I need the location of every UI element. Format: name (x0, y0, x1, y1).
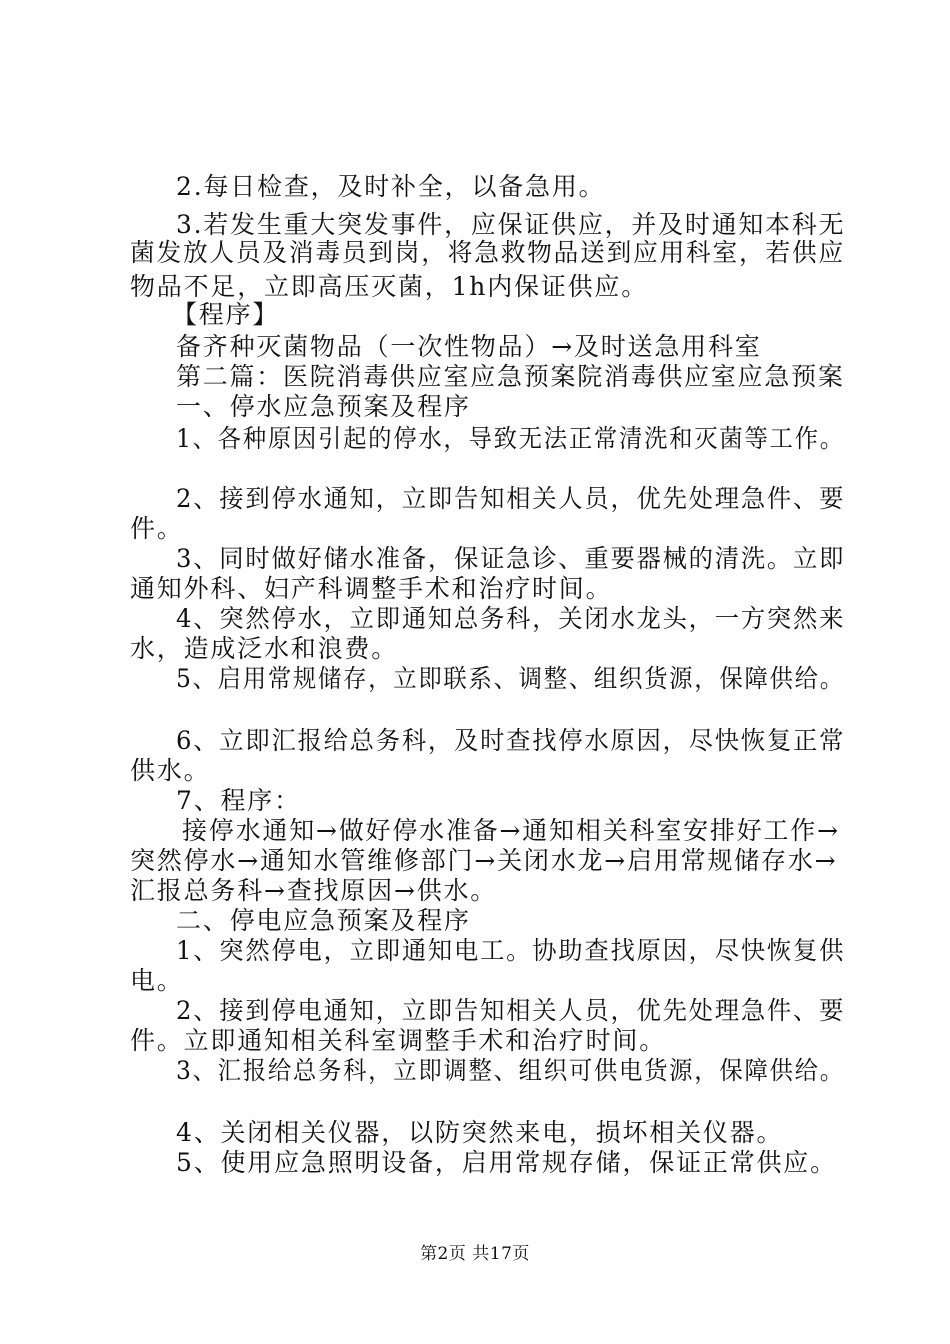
text-line: 1、各种原因引起的停水，导致无法正常清洗和灭菌等工作。 (176, 424, 845, 453)
page-number-footer: 第2页 共17页 (420, 1244, 530, 1264)
text-line: 2.每日检查，及时补全，以备急用。 (176, 172, 606, 201)
text-line: 水，造成泛水和浪费。 (130, 634, 399, 663)
text-line: 件。 (130, 514, 184, 543)
text-line: 4、关闭相关仪器，以防突然来电，损坏相关仪器。 (176, 1118, 784, 1147)
text-line: 2、接到停电通知，立即告知相关人员，优先处理急件、要 (176, 996, 846, 1025)
procedure-line: 接停水通知→做好停水准备→通知相关科室安排好工作→ (182, 816, 840, 845)
text-line: 1、突然停电，立即通知电工。协助查找原因，尽快恢复供 (176, 936, 846, 965)
text-line: 5、启用常规储存，立即联系、调整、组织货源，保障供给。 (176, 664, 845, 693)
text-line: 5、使用应急照明设备，启用常规存储，保证正常供应。 (176, 1148, 837, 1177)
text-line: 3、同时做好储水准备，保证急诊、重要器械的清洗。立即 (176, 544, 846, 573)
text-line: 3、汇报给总务科，立即调整、组织可供电货源，保障供给。 (176, 1056, 845, 1085)
text-line: 物品不足，立即高压灭菌，1h内保证供应。 (130, 272, 649, 301)
text-line: 3.若发生重大突发事件，应保证供应，并及时通知本科无 (176, 210, 846, 239)
section-heading: 二、停电应急预案及程序 (176, 906, 471, 935)
text-line: 6、立即汇报给总务科，及时查找停水原因，尽快恢复正常 (176, 726, 846, 755)
chapter-heading: 第二篇：医院消毒供应室应急预案院消毒供应室应急预案 (176, 362, 845, 391)
procedure-line: 突然停水→通知水管维修部门→关闭水龙→启用常规储存水→ (130, 846, 838, 875)
section-heading: 一、停水应急预案及程序 (176, 392, 471, 421)
text-line: 供水。 (130, 756, 211, 785)
text-line: 通知外科、妇产科调整手术和治疗时间。 (130, 574, 613, 603)
text-line: 件。立即通知相关科室调整手术和治疗时间。 (130, 1026, 667, 1055)
procedure-line: 汇报总务科→查找原因→供水。 (130, 876, 498, 905)
text-line: 4、突然停水，立即通知总务科，关闭水龙头，一方突然来 (176, 604, 846, 633)
text-line: 2、接到停水通知，立即告知相关人员，优先处理急件、要 (176, 484, 846, 513)
text-line: 7、程序： (176, 786, 301, 815)
text-line: 备齐种灭菌物品（一次性物品）→及时送急用科室 (176, 332, 762, 361)
text-line: 电。 (130, 966, 184, 995)
text-line: 菌发放人员及消毒员到岗，将急救物品送到应用科室，若供应 (130, 238, 845, 267)
section-label: 【程序】 (172, 300, 280, 329)
